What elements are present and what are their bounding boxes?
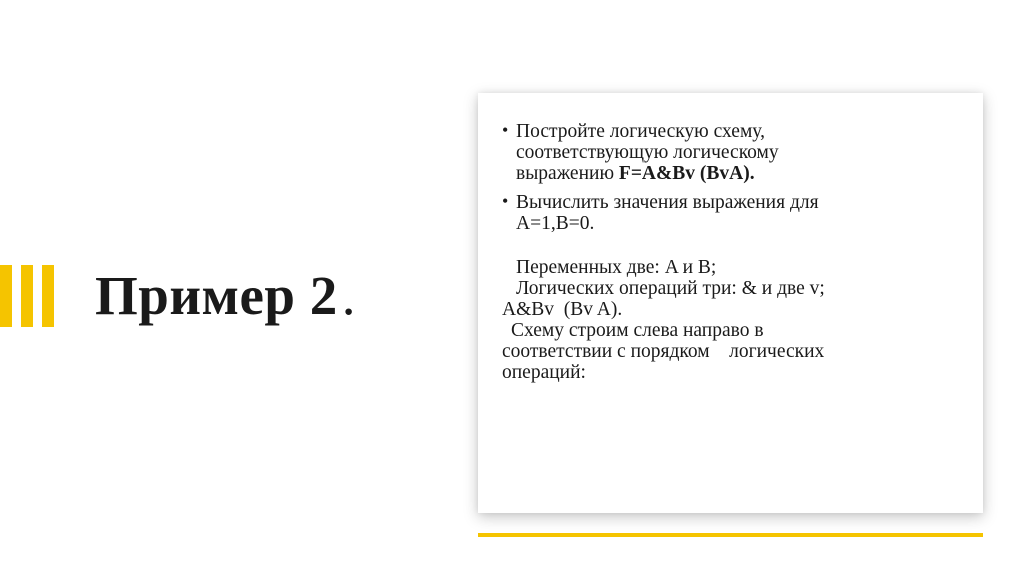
- slide-title-text: Пример 2: [95, 265, 338, 326]
- bullet-line: Постройте логическую схему,: [516, 121, 765, 142]
- card-underline-accent: [478, 533, 983, 537]
- formula-expression: F=A&Bv (BvA).: [618, 163, 755, 184]
- solution-notes: [502, 257, 972, 383]
- bullet-item-task-2: [502, 192, 972, 234]
- bullet-dot-icon: •: [502, 191, 509, 211]
- note-line: A&Bv (Bv A).: [502, 299, 623, 320]
- slide-title: [95, 262, 356, 330]
- accent-bar: [42, 265, 54, 327]
- bullet-line: соответствующую логическому: [516, 142, 779, 163]
- note-line: Логических операций три: & и две v;: [516, 278, 825, 299]
- content-card: [478, 93, 983, 513]
- bullet-dot-icon: •: [502, 120, 509, 140]
- note-line: операций:: [502, 362, 586, 383]
- bullet-line: A=1,B=0.: [516, 213, 595, 234]
- accent-bar: [21, 265, 33, 327]
- note-line: соответствии с порядком логических: [502, 341, 825, 362]
- bullet-line: [516, 163, 972, 184]
- bullet-line: Вычислить значения выражения для: [516, 192, 819, 213]
- accent-bar: [0, 265, 12, 327]
- accent-bars-decoration: [0, 265, 70, 327]
- bullet-line-text: выражению: [516, 163, 619, 184]
- note-line: Схему строим слева направо в: [511, 320, 764, 341]
- card-text: [502, 121, 972, 383]
- bullet-item-task-1: [502, 121, 972, 184]
- slide-title-period: .: [341, 265, 357, 326]
- note-line: Переменных две: A и B;: [516, 257, 717, 278]
